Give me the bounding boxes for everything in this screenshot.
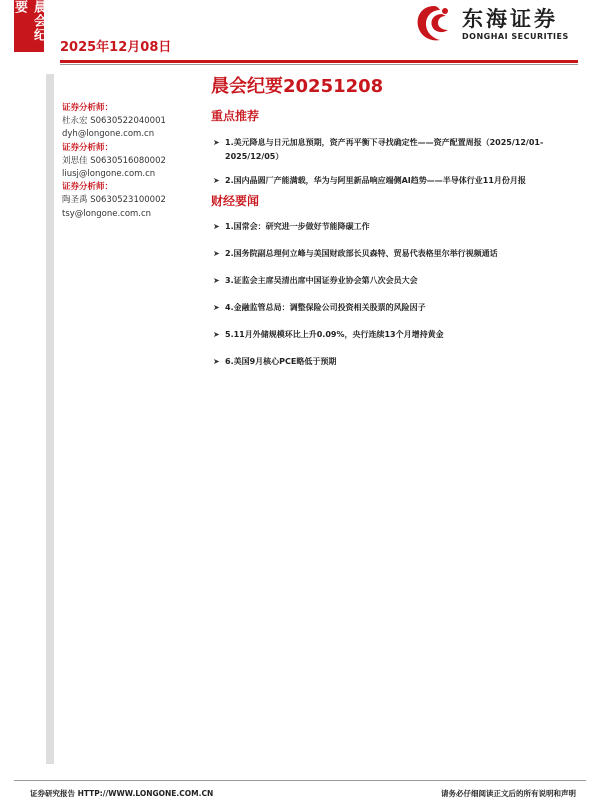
page-title: 晨会纪要20251208 bbox=[211, 76, 384, 97]
bullet-arrow-icon: ➤ bbox=[213, 357, 220, 366]
analyst-email[interactable]: liusj@longone.com.cn bbox=[62, 169, 156, 180]
bullet-arrow-icon: ➤ bbox=[213, 176, 220, 185]
bullet-arrow-icon: ➤ bbox=[213, 330, 220, 339]
bullet-arrow-icon: ➤ bbox=[213, 249, 220, 258]
list-item-text: 1.美元降息与日元加息预期，资产再平衡下寻找确定性——资产配置周报（2025/12/01-2025/12/05） bbox=[225, 138, 544, 161]
list-item[interactable] bbox=[213, 174, 583, 188]
report-date: 2025年12月08日 bbox=[60, 40, 172, 55]
analyst-entry bbox=[62, 181, 202, 221]
analyst-label: 证券分析师： bbox=[62, 142, 114, 153]
list-item-text: 3.证监会主席吴清出席中国证券业协会第八次会员大会 bbox=[225, 276, 418, 285]
list-item[interactable] bbox=[213, 274, 583, 287]
financial-news-heading: 财经要闻 bbox=[211, 194, 260, 208]
sidebar-strip bbox=[46, 74, 54, 764]
bullet-arrow-icon: ➤ bbox=[213, 222, 220, 231]
list-item[interactable] bbox=[213, 247, 583, 260]
key-recommendations-heading: 重点推荐 bbox=[211, 109, 260, 123]
list-item[interactable] bbox=[213, 220, 583, 233]
report-type-label: 晨会纪要 bbox=[12, 0, 46, 42]
analyst-entry bbox=[62, 142, 202, 182]
list-item-text: 4.金融监管总局：调整保险公司投资相关股票的风险因子 bbox=[225, 303, 426, 312]
analyst-list bbox=[62, 102, 202, 221]
bullet-arrow-icon: ➤ bbox=[213, 138, 220, 147]
analyst-label: 证券分析师： bbox=[62, 103, 114, 113]
analyst-entry bbox=[62, 102, 202, 142]
key-recommendations-list bbox=[213, 136, 583, 198]
footer-rule bbox=[14, 780, 586, 781]
analyst-email[interactable]: dyh@longone.com.cn bbox=[62, 129, 155, 140]
list-item[interactable] bbox=[213, 328, 583, 341]
brand-logo bbox=[412, 2, 587, 46]
footer-disclaimer: 请务必仔细阅读正文后的所有说明和声明 bbox=[441, 789, 576, 798]
brand-name-en: DONGHAI SECURITIES bbox=[462, 31, 569, 41]
list-item-text: 5.11月外储规模环比上升0.09%，央行连续13个月增持黄金 bbox=[225, 330, 444, 339]
donghai-logo-icon bbox=[412, 2, 456, 46]
header-rule bbox=[60, 60, 578, 63]
analyst-email[interactable]: tsy@longone.com.cn bbox=[62, 208, 152, 219]
list-item[interactable] bbox=[213, 355, 583, 368]
analyst-name-code: 刘思佳 S0630516080002 bbox=[62, 155, 166, 166]
footer-website[interactable]: 证券研究报告 HTTP://WWW.LONGONE.COM.CN bbox=[30, 789, 214, 798]
list-item-text: 1.国常会：研究进一步做好节能降碳工作 bbox=[225, 222, 370, 231]
bullet-arrow-icon: ➤ bbox=[213, 276, 220, 285]
bullet-arrow-icon: ➤ bbox=[213, 303, 220, 312]
analyst-label: 证券分析师： bbox=[62, 182, 114, 193]
list-item-text: 2.国内晶圆厂产能满载，华为与阿里新品响应端侧AI趋势——半导体行业11月份月报 bbox=[225, 176, 526, 185]
analyst-name-code: 陶圣禹 S0630523100002 bbox=[62, 195, 166, 206]
header-subrule bbox=[60, 64, 578, 65]
brand-name-cn: 东海证券 bbox=[462, 6, 558, 31]
list-item-text: 2.国务院副总理何立峰与美国财政部长贝森特、贸易代表格里尔举行视频通话 bbox=[225, 249, 498, 258]
list-item-text: 6.美国9月核心PCE略低于预期 bbox=[225, 357, 337, 366]
report-type-tab bbox=[14, 0, 44, 52]
financial-news-list bbox=[213, 220, 583, 382]
list-item[interactable] bbox=[213, 301, 583, 314]
list-item[interactable] bbox=[213, 136, 583, 164]
analyst-name-code: 杜永宏 S0630522040001 bbox=[62, 116, 166, 127]
